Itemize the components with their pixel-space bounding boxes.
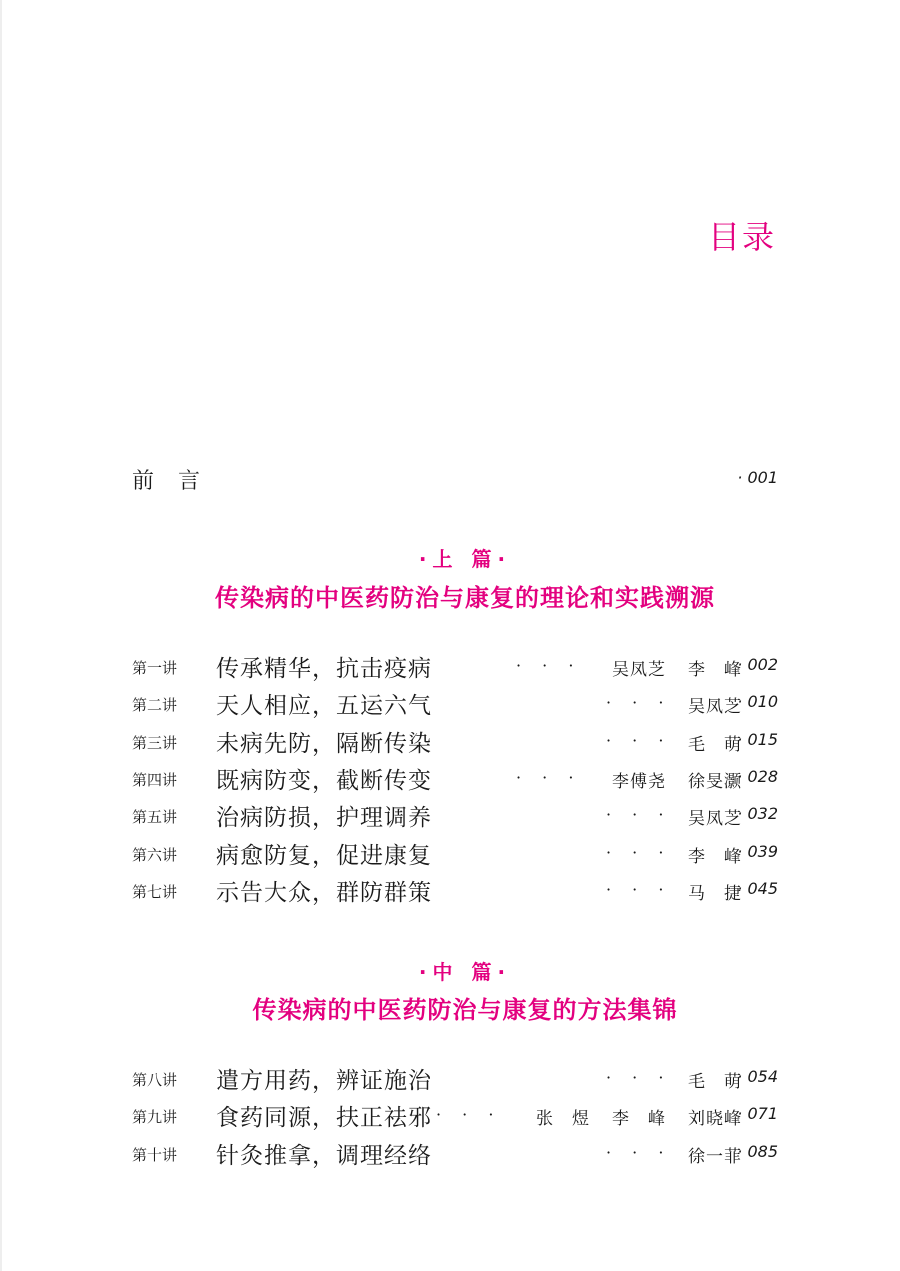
toc-entry[interactable] xyxy=(132,725,778,759)
entry-title: 天人相应，五运六气 xyxy=(216,693,432,719)
entry-title: 针灸推拿，调理经络 xyxy=(216,1143,432,1169)
leader-dots: · · · xyxy=(516,656,582,675)
entry-authors: 马 捷 xyxy=(688,884,742,904)
entry-page-number: · 054 xyxy=(737,1067,778,1086)
leader-dots: · · · xyxy=(606,1068,672,1087)
entry-authors: 吴凤芝 李 峰 xyxy=(612,660,742,680)
entry-title: 传承精华，抗击疫病 xyxy=(216,656,432,682)
entry-page-number: · 028 xyxy=(737,767,778,786)
entry-authors: 吴凤芝 xyxy=(688,697,742,717)
entry-page-number: · 085 xyxy=(737,1142,778,1161)
entry-page-number: · 039 xyxy=(737,842,778,861)
preface-page-number: · 001 xyxy=(737,468,778,487)
entry-authors: 毛 萌 xyxy=(688,735,742,755)
entry-title: 病愈防复，促进康复 xyxy=(216,843,432,869)
leader-dots: · · · xyxy=(606,731,672,750)
lecture-number: 第四讲 xyxy=(132,771,178,789)
leader-dots: · · · xyxy=(606,693,672,712)
leader-dots: · · · xyxy=(606,880,672,899)
entry-authors: 张 煜 李 峰 刘晓峰 xyxy=(536,1109,742,1129)
toc-entry[interactable] xyxy=(132,837,778,871)
toc-entry[interactable] xyxy=(132,1062,778,1096)
preface-entry[interactable] xyxy=(132,464,778,496)
entry-title: 食药同源，扶正祛邪 xyxy=(216,1105,432,1131)
entry-title: 既病防变，截断传变 xyxy=(216,768,432,794)
leader-dots: · · · xyxy=(606,843,672,862)
lecture-number: 第十讲 xyxy=(132,1146,178,1164)
toc-entry[interactable] xyxy=(132,1099,778,1133)
toc-title: 目录 xyxy=(707,218,776,256)
entry-page-number: · 045 xyxy=(737,879,778,898)
entry-title: 未病先防，隔断传染 xyxy=(216,731,432,757)
entry-authors: 毛 萌 xyxy=(688,1072,742,1092)
entry-authors: 徐一菲 xyxy=(688,1147,742,1167)
lecture-number: 第七讲 xyxy=(132,883,178,901)
lecture-number: 第三讲 xyxy=(132,734,178,752)
entry-authors: 李傅尧 徐旻灏 xyxy=(612,772,742,792)
leader-dots: · · · xyxy=(516,768,582,787)
toc-entry[interactable] xyxy=(132,799,778,833)
toc-entry[interactable] xyxy=(132,1137,778,1171)
part-1-label: ·上 篇· xyxy=(418,547,512,571)
toc-entry[interactable] xyxy=(132,650,778,684)
leader-dots: · · · xyxy=(436,1105,502,1124)
lecture-number: 第六讲 xyxy=(132,846,178,864)
toc-entry[interactable] xyxy=(132,874,778,908)
entry-page-number: · 002 xyxy=(737,655,778,674)
lecture-number: 第九讲 xyxy=(132,1108,178,1126)
lecture-number: 第一讲 xyxy=(132,659,178,677)
leader-dots: · · · xyxy=(606,805,672,824)
entry-page-number: · 032 xyxy=(737,804,778,823)
leader-dots: · · · xyxy=(606,1143,672,1162)
toc-entry[interactable] xyxy=(132,687,778,721)
entry-authors: 李 峰 xyxy=(688,847,742,867)
lecture-number: 第二讲 xyxy=(132,696,178,714)
part-2-label: ·中 篇· xyxy=(418,960,512,984)
toc-entry[interactable] xyxy=(132,762,778,796)
preface-label: 前言 xyxy=(132,469,225,494)
page-edge xyxy=(0,0,2,1271)
lecture-number: 第五讲 xyxy=(132,808,178,826)
entry-page-number: · 015 xyxy=(737,730,778,749)
entry-authors: 吴凤芝 xyxy=(688,809,742,829)
entry-page-number: · 010 xyxy=(737,692,778,711)
part-2-title: 传染病的中医药防治与康复的方法集锦 xyxy=(252,996,678,1024)
part-1-title: 传染病的中医药防治与康复的理论和实践溯源 xyxy=(215,584,715,612)
entry-page-number: · 071 xyxy=(737,1104,778,1123)
lecture-number: 第八讲 xyxy=(132,1071,178,1089)
entry-title: 示告大众，群防群策 xyxy=(216,880,432,906)
entry-title: 治病防损，护理调养 xyxy=(216,805,432,831)
entry-title: 遣方用药，辨证施治 xyxy=(216,1068,432,1094)
